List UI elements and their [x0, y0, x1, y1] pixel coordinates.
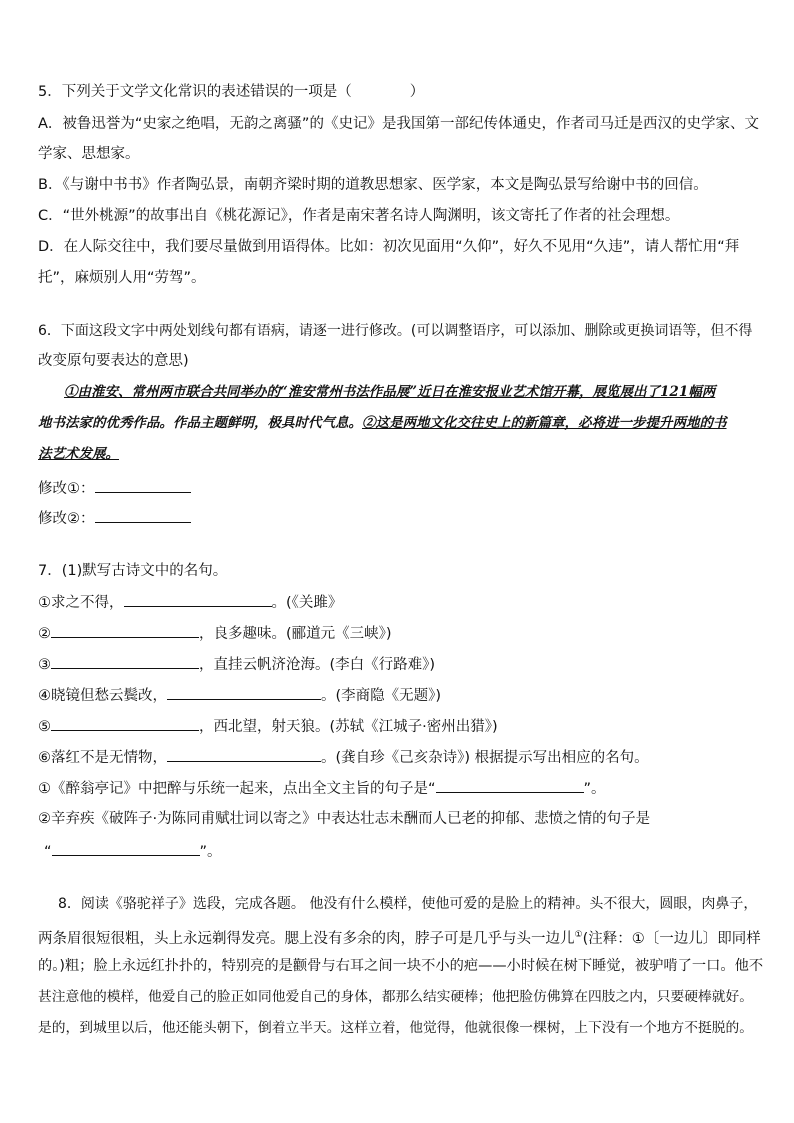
- q6-passage-line3: 法艺术发展。: [38, 446, 119, 462]
- q7-blank2[interactable]: [51, 623, 199, 638]
- q6-fix2-label: 修改②：: [38, 511, 95, 527]
- q8-line2-text: 两条眉很短很粗，头上永远剃得发亮。腮上没有多余的肉，脖子可是几乎与头一边儿: [38, 930, 575, 947]
- q7-line9: [44, 841, 222, 862]
- q7-line1-text: ①求之不得，: [38, 595, 124, 611]
- q7-blank6[interactable]: [167, 747, 321, 762]
- q7-line1-source: 。(《关雎》: [271, 595, 343, 611]
- q5-option-a-line2: 学家、思想家。: [38, 146, 140, 162]
- q6-passage-line1: ①由淮安、常州两市联合共同举办的“淮安常州书法作品展”近日在淮安报业艺术馆开幕，展览展出了121幅两: [64, 384, 716, 400]
- q6-passage-line2: [38, 413, 727, 433]
- q5-option-b: B．《与谢中书书》作者陶弘景，南朝齐梁时期的道教思想家、医学家，本文是陶弘景写给谢中书的回信。: [38, 177, 708, 193]
- q7-line4-text: ④晓镜但愁云鬓改，: [38, 688, 167, 704]
- q7-line2-text: ，良多趣味。(郦道元《三峡》): [199, 626, 392, 642]
- q7-line5: [38, 716, 498, 737]
- q6-fix1-label: 修改①：: [38, 481, 95, 497]
- q7-line5-num: ⑤: [38, 719, 51, 735]
- q7-blank4[interactable]: [167, 685, 321, 700]
- q7-line3: [38, 654, 435, 675]
- q5-option-a-line1: A．被鲁迅誉为“史家之绝唱，无韵之离骚”的《史记》是我国第一部纪传体通史，作者司马迁是西汉的史学家、文: [38, 116, 759, 132]
- q8-footnote-mark: ①: [574, 930, 583, 940]
- q6-passage-sentence: 地书法家的优秀作品。作品主题鲜明，极具时代气息。: [38, 415, 362, 431]
- q5-option-c: C．“世外桃源”的故事出自《桃花源记》，作者是南宋著名诗人陶渊明，该文寄托了作者的社会理想。: [38, 208, 680, 224]
- q6-fix1-blank[interactable]: [95, 478, 191, 493]
- q6-stem-line2: 改变原句要表达的意思): [38, 353, 189, 369]
- q7-line8: ②辛弃疾《破阵子·为陈同甫赋壮词以寄之》中表达壮志未酬而人已老的抑郁、悲愤之情的句子是: [38, 811, 651, 827]
- q7-blank8[interactable]: [52, 841, 200, 856]
- q6-stem-line1: 6．下面这段文字中两处划线句都有语病，请逐一进行修改。(可以调整语序，可以添加、删除或更换词语等，但不得: [38, 323, 753, 339]
- q7-line9-open: “: [44, 844, 52, 860]
- q6-fix2-blank[interactable]: [95, 508, 191, 523]
- q7-line4: [38, 685, 441, 706]
- q7-line1: [38, 592, 342, 613]
- q7-line6-source: 。(龚自珍《己亥杂诗》) 根据提示写出相应的名句。: [321, 750, 649, 766]
- q5-stem: 5．下列关于文学文化常识的表述错误的一项是（ ）: [38, 84, 425, 100]
- q5-option-d-line1: D．在人际交往中，我们要尽量做到用语得体。比如：初次见面用“久仰”，好久不见用“久违”，请人帮忙用“拜: [38, 239, 740, 255]
- q7-blank1[interactable]: [124, 592, 272, 607]
- q7-line7-end: ”。: [583, 781, 606, 797]
- q8-line5: 是的，到城里以后，他还能头朝下，倒着立半天。这样立着，他觉得，他就很像一棵树，上下没有一个地方不挺脱的。: [38, 1020, 754, 1036]
- q7-line7-text: ①《醉翁亭记》中把醉与乐统一起来，点出全文主旨的句子是“: [38, 781, 436, 797]
- q8-line3: 的。)粗；脸上永远红扑扑的，特别亮的是颧骨与右耳之间一块不小的疤——小时候在树下睡觉，被驴啃了一口。他不: [38, 958, 764, 974]
- q6-fix2-row: [38, 508, 191, 529]
- q6-underlined-sentence-2: ②这是两地文化交往史上的新篇章，必将进一步提升两地的书: [362, 415, 727, 431]
- q5-option-d-line2: 托”，麻烦别人用“劳驾”。: [38, 270, 206, 286]
- q7-line4-source: 。(李商隐《无题》): [321, 688, 442, 704]
- q7-stem: 7．(1)默写古诗文中的名句。: [38, 563, 228, 579]
- q7-line5-text: ，西北望，射天狼。(苏轼《江城子·密州出猎》): [199, 719, 498, 735]
- q7-line2: [38, 623, 392, 644]
- q7-line3-num: ③: [38, 657, 51, 673]
- q7-line6-text: ⑥落红不是无情物，: [38, 750, 167, 766]
- q7-line9-close: ”。: [199, 844, 222, 860]
- q7-line7: [38, 778, 606, 799]
- q8-line4: 甚注意他的模样，他爱自己的脸正如同他爱自己的身体，都那么结实硬棒；他把脸仿佛算在四肢之内，只要硬棒就好。: [38, 989, 754, 1005]
- q8-line1: 8．阅读《骆驼祥子》选段，完成各题。 他没有什么模样，使他可爱的是脸上的精神。头不很大，圆眼，肉鼻子，: [58, 896, 758, 912]
- q7-line2-num: ②: [38, 626, 51, 642]
- q7-line3-text: ，直挂云帆济沧海。(李白《行路难》): [199, 657, 436, 673]
- q7-blank5[interactable]: [51, 716, 199, 731]
- q7-blank3[interactable]: [51, 654, 199, 669]
- q8-line2-note: (注释：①〔一边儿〕即同样: [582, 930, 761, 947]
- q8-line2: [38, 925, 761, 949]
- q6-fix1-row: [38, 478, 191, 499]
- q7-blank7[interactable]: [436, 778, 584, 793]
- q7-line6: [38, 747, 649, 768]
